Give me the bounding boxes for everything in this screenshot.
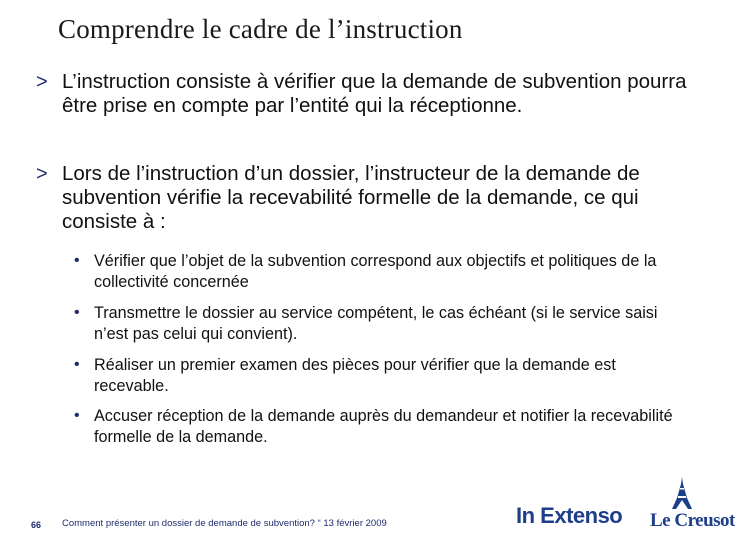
subbullet-marker: • [74,252,80,269]
le-creusot-logo [648,476,735,536]
bullet-text: Lors de l’instruction d’un dossier, l’instructeur de la demande de subvention vérifie la recevabilité formelle de la demande, ce qui consiste à : [62,162,640,233]
subbullet-text: Accuser réception de la demande auprès du demandeur et notifier la recevabilité formelle de la demande. [94,407,673,446]
slide-title: Comprendre le cadre de l’instruction [58,14,463,44]
subbullet-text: Vérifier que l’objet de la subvention correspond aux objectifs et politiques de la collectivité concernée [94,252,657,291]
subbullet-text: Transmettre le dossier au service compétent, le cas échéant (si le service saisi n’est pas celui qui convient). [94,304,658,343]
subbullet-item [74,406,694,448]
page-number: 66 [31,520,42,530]
bullet-marker: > [36,71,48,93]
subbullet-marker: • [74,304,80,321]
bullet-item [36,162,702,234]
bullet-text: L’instruction consiste à vérifier que la demande de subvention pourra être prise en compte par l’entité qui la réceptionne. [62,70,687,117]
tower-icon [668,476,696,510]
subbullet-marker: • [74,356,80,373]
bullet-marker: > [36,163,48,185]
subbullet-item [74,355,694,397]
le-creusot-name: Le Creusot [650,510,735,531]
inextenso-logo: In Extenso [516,503,623,528]
subbullet-item [74,251,694,293]
footer-text: Comment présenter un dossier de demande de subvention? “ 13 février 2009 [62,518,387,529]
subbullet-item [74,303,694,345]
subbullet-text: Réaliser un premier examen des pièces pour vérifier que la demande est recevable. [94,356,616,395]
bullet-item [36,70,702,118]
subbullet-marker: • [74,407,80,424]
